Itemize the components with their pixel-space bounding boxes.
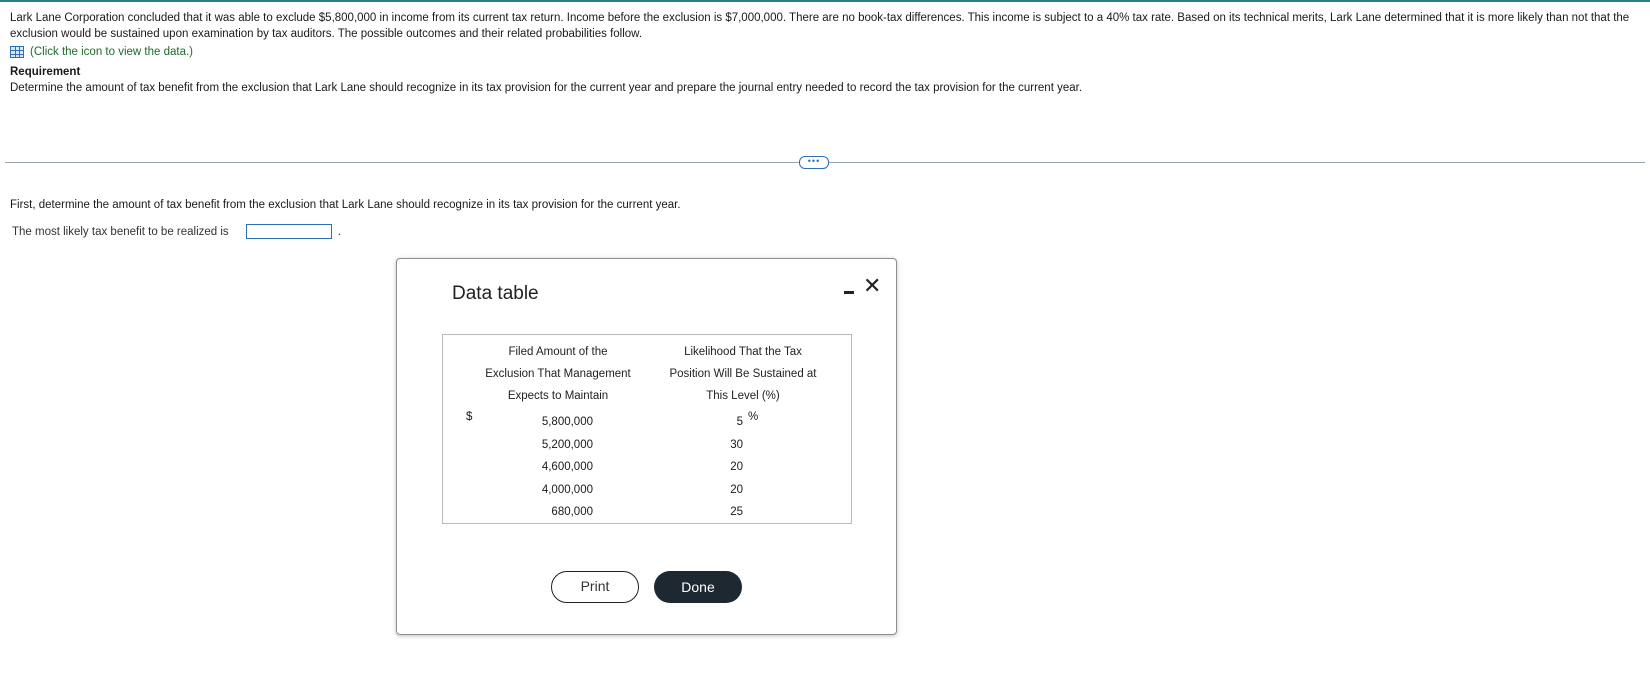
- likelihood-cell: 5: [736, 416, 743, 428]
- expand-ellipsis-button[interactable]: •••: [799, 156, 829, 169]
- likelihood-cell: 30: [730, 438, 743, 451]
- likelihood-column: [693, 411, 743, 524]
- work-prompt: First, determine the amount of tax benefit from the exclusion that Lark Lane should recognize in its tax provision for the current year.: [10, 199, 681, 211]
- close-icon[interactable]: ✕: [863, 273, 882, 298]
- amount-cell: 680,000: [551, 506, 593, 518]
- currency-symbol: $: [466, 411, 473, 423]
- print-button[interactable]: Print: [551, 571, 639, 603]
- amount-column: [513, 411, 593, 524]
- question-text: Lark Lane Corporation concluded that it was able to exclude $5,800,000 in income from its current tax return. Income before the exclusion is $7,000,000. There are no book-tax differences. This income is subject to a 40% tax rate. Based on its technical merits, Lark Lane determined that it is more likely than not that the exclusion would be sustained upon examination by tax auditors. The possible outcomes and their related probabilities follow.: [10, 12, 1630, 40]
- header-filed-amount: [473, 341, 643, 407]
- requirement-heading: Requirement: [10, 66, 81, 78]
- done-button[interactable]: Done: [654, 571, 742, 603]
- table-grid-icon[interactable]: [10, 46, 24, 58]
- amount-cell: 5,200,000: [541, 438, 593, 451]
- minimize-icon[interactable]: [842, 281, 856, 299]
- header-line: Position Will Be Sustained at: [669, 368, 817, 380]
- question-panel: [10, 10, 1640, 96]
- answer-label: The most likely tax benefit to be realized is: [12, 225, 229, 238]
- amount-cell: 4,600,000: [541, 461, 593, 473]
- data-table: [442, 334, 852, 524]
- header-line: Likelihood That the Tax: [684, 346, 802, 358]
- header-line: Expects to Maintain: [507, 390, 609, 402]
- header-line: This Level (%): [706, 390, 780, 402]
- requirement-text: Determine the amount of tax benefit from the exclusion that Lark Lane should recognize in its tax provision for the current year and prepare the journal entry needed to record the tax provision for the current year.: [10, 82, 1083, 94]
- answer-row: [12, 224, 341, 239]
- top-rule: [0, 0, 1650, 2]
- likelihood-cell: 20: [730, 483, 743, 496]
- view-data-link-label[interactable]: (Click the icon to view the data.): [30, 46, 193, 58]
- percent-symbol: %: [748, 411, 759, 423]
- header-line: Filed Amount of the: [508, 346, 608, 358]
- answer-suffix: .: [337, 225, 341, 238]
- header-line: Exclusion That Management: [485, 368, 631, 380]
- likelihood-cell: 25: [730, 506, 743, 518]
- likelihood-cell: 20: [730, 461, 743, 473]
- modal-title: Data table: [452, 283, 539, 304]
- data-table-modal: [396, 258, 897, 635]
- amount-cell: 4,000,000: [541, 483, 593, 496]
- tax-benefit-input[interactable]: [246, 224, 332, 239]
- header-likelihood: [653, 341, 833, 407]
- view-data-link[interactable]: [10, 44, 1640, 60]
- amount-cell: 5,800,000: [541, 416, 593, 428]
